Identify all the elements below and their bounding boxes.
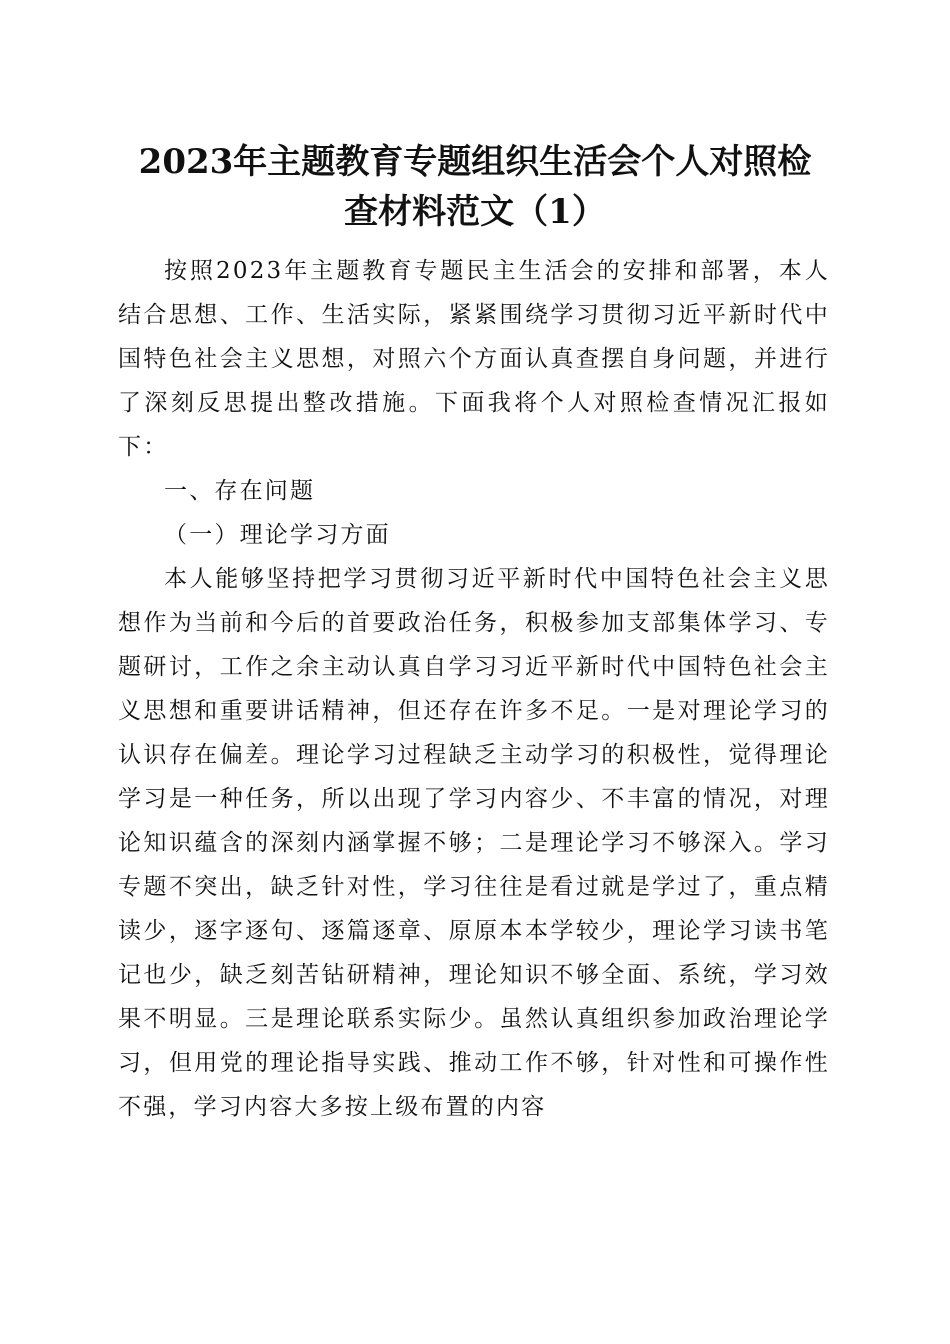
- document-title-line-1: 2023年主题教育专题组织生活会个人对照检: [138, 142, 812, 182]
- document-title-line-2: 查材料范文（1）: [344, 192, 606, 232]
- document-body: [118, 249, 830, 1129]
- section-heading-problems: 一、存在问题: [164, 478, 316, 504]
- theory-study-paragraph: 本人能够坚持把学习贯彻习近平新时代中国特色社会主义思想作为当前和今后的首要政治任务，积极参加支部集体学习、专题研讨，工作之余主动认真自学习习近平新时代中国特色社会主义思想和重要讲话精神，但还存在许多不足。一是对理论学习的认识存在偏差。理论学习过程缺乏主动学习的积极性，觉得理论学习是一种任务，所以出现了学习内容少、不丰富的情况，对理论知识蕴含的深刻内涵掌握不够；二是理论学习不够深入。学习专题不突出，缺乏针对性，学习往往是看过就是学过了，重点精读少，逐字逐句、逐篇逐章、原原本本学较少，理论学习读书笔记也少，缺乏刻苦钻研精神，理论知识不够全面、系统，学习效果不明显。三是理论联系实际少。虽然认真组织参加政治理论学习，但用党的理论指导实践、推动工作不够，针对性和可操作性不强，学习内容大多按上级布置的内容: [118, 566, 830, 1120]
- intro-paragraph: 按照2023年主题教育专题民主生活会的安排和部署，本人结合思想、工作、生活实际，紧紧围绕学习贯彻习近平新时代中国特色社会主义思想，对照六个方面认真查摆自身问题，并进行了深刻反思提出整改措施。下面我将个人对照检查情况汇报如下：: [118, 258, 830, 460]
- subsection-heading-theory-study: （一）理论学习方面: [164, 522, 391, 548]
